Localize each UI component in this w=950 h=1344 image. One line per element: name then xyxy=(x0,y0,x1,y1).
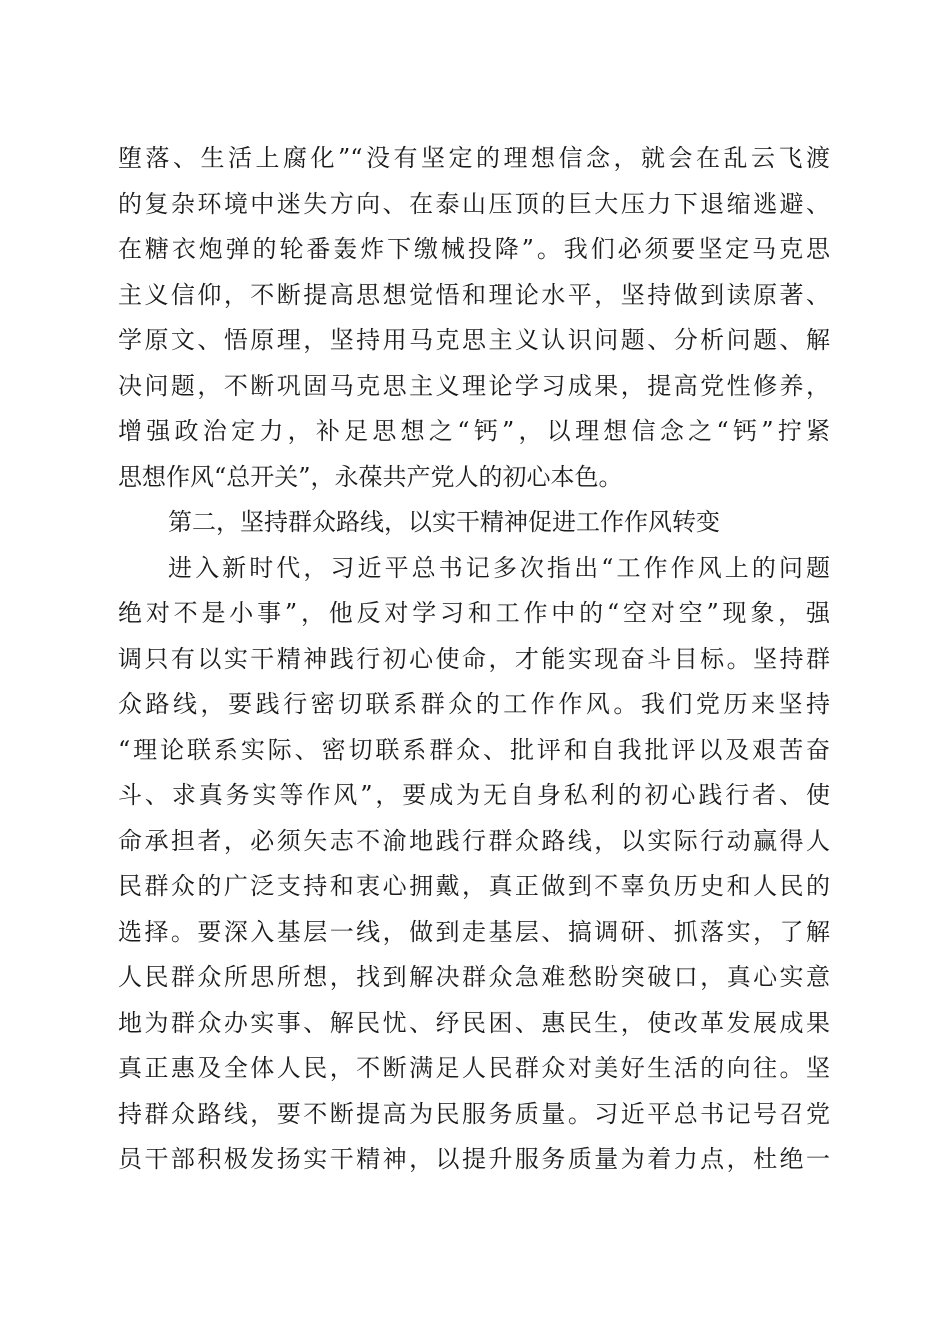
text-line: 决问题，不断巩固马克思主义理论学习成果，提高党性修养， xyxy=(118,371,830,400)
text-line: 选择。要深入基层一线，做到走基层、搞调研、抓落实，了解 xyxy=(118,917,830,946)
text-line: 的复杂环境中迷失方向、在泰山压顶的巨大压力下退缩逃避、 xyxy=(118,189,830,218)
text-line: 堕落、生活上腐化”“没有坚定的理想信念，就会在乱云飞渡 xyxy=(118,144,830,172)
text-line: 学原文、悟原理，坚持用马克思主义认识问题、分析问题、解 xyxy=(118,326,830,354)
document-body xyxy=(118,136,830,1183)
text-line: 进入新时代，习近平总书记多次指出“工作作风上的问题 xyxy=(168,553,830,582)
text-line: 众路线，要践行密切联系群众的工作作风。我们党历来坚持 xyxy=(118,690,830,718)
text-line: 思想作风“总开关”，永葆共产党人的初心本色。 xyxy=(118,462,623,491)
text-line: 主义信仰，不断提高思想觉悟和理论水平，坚持做到读原著、 xyxy=(118,280,830,309)
text-line: 民群众的广泛支持和衷心拥戴，真正做到不辜负历史和人民的 xyxy=(118,872,830,900)
text-line: 绝对不是小事”，他反对学习和工作中的“空对空”现象，强 xyxy=(118,599,830,627)
text-line: 斗、求真务实等作风”，要成为无自身私利的初心践行者、使 xyxy=(118,781,830,809)
text-line: 员干部积极发扬实干精神，以提升服务质量为着力点，杜绝一 xyxy=(118,1145,830,1173)
text-line: 真正惠及全体人民，不断满足人民群众对美好生活的向往。坚 xyxy=(118,1054,830,1082)
text-line: 在糖衣炮弹的轮番轰炸下缴械投降”。我们必须要坚定马克思 xyxy=(118,235,830,263)
text-line: 人民群众所思所想，找到解决群众急难愁盼突破口，真心实意 xyxy=(118,963,830,991)
text-line: 命承担者，必须矢志不渝地践行群众路线，以实际行动赢得人 xyxy=(118,826,830,855)
text-line: 调只有以实干精神践行初心使命，才能实现奋斗目标。坚持群 xyxy=(118,644,830,673)
section-heading xyxy=(118,500,830,546)
text-line: 增强政治定力，补足思想之“钙”，以理想信念之“钙”拧紧 xyxy=(118,417,830,445)
text-line: “理论联系实际、密切联系群众、批评和自我批评以及艰苦奋 xyxy=(118,735,830,764)
text-line: 持群众路线，要不断提高为民服务质量。习近平总书记号召党 xyxy=(118,1099,830,1128)
text-line: 地为群众办实事、解民忧、纾民困、惠民生，使改革发展成果 xyxy=(118,1008,830,1037)
paragraph-1 xyxy=(118,136,830,500)
paragraph-2 xyxy=(118,546,830,1183)
section-heading-text: 第二，坚持群众路线，以实干精神促进工作作风转变 xyxy=(168,508,720,536)
